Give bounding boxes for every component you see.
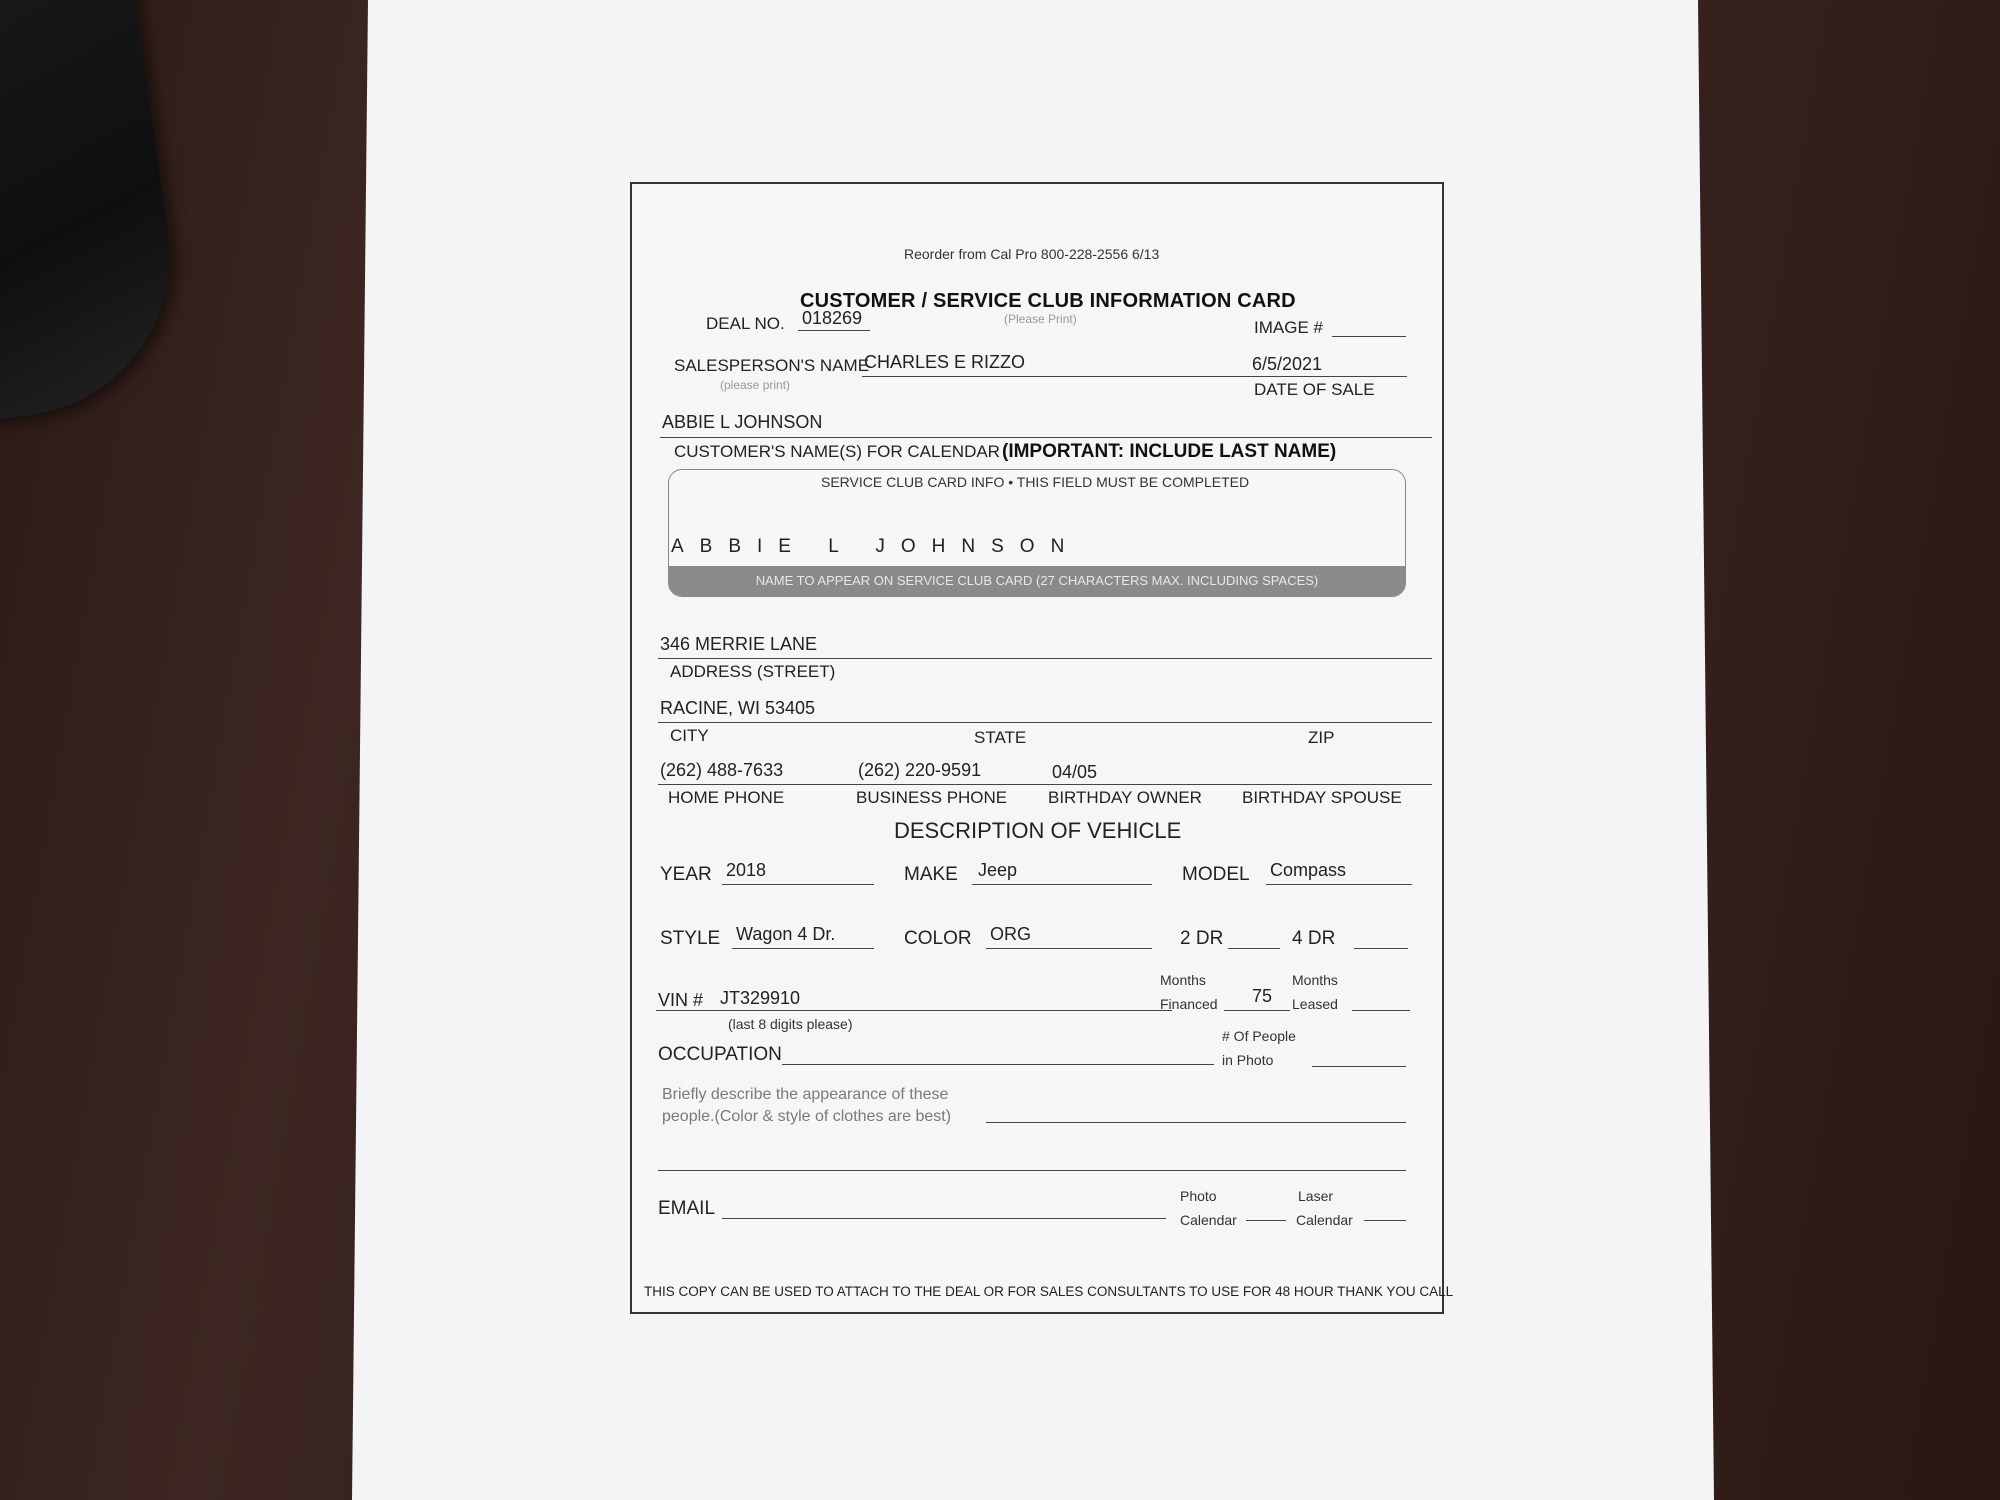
deal-no-label: DEAL NO. <box>706 314 785 333</box>
style-label: STYLE <box>660 928 721 949</box>
important-note: (IMPORTANT: INCLUDE LAST NAME) <box>1002 441 1337 462</box>
club-info-label: SERVICE CLUB CARD INFO • THIS FIELD MUST BE COMPLETED <box>821 474 1250 490</box>
make-label: MAKE <box>904 864 958 885</box>
year-line <box>722 884 874 885</box>
occupation-label: OCCUPATION <box>658 1044 782 1065</box>
describe-line-2[interactable] <box>658 1170 1406 1171</box>
club-name-bar: NAME TO APPEAR ON SERVICE CLUB CARD (27 CHARACTERS MAX. INCLUDING SPACES) <box>669 566 1405 596</box>
model-label: MODEL <box>1182 864 1250 885</box>
photo-calendar-line[interactable] <box>1246 1220 1286 1221</box>
people-in-photo-label-2: in Photo <box>1222 1052 1274 1068</box>
birthday-owner-label: BIRTHDAY OWNER <box>1048 788 1202 807</box>
salesperson-label: SALESPERSON'S NAME <box>674 356 870 375</box>
describe-line-1[interactable] <box>986 1122 1406 1123</box>
email-line[interactable] <box>722 1218 1166 1219</box>
make-line <box>972 884 1152 885</box>
vehicle-section-title: DESCRIPTION OF VEHICLE <box>894 818 1182 843</box>
color-label: COLOR <box>904 928 972 949</box>
image-label: IMAGE # <box>1254 318 1323 337</box>
financed-label: Financed <box>1160 996 1218 1012</box>
date-of-sale-value[interactable]: 6/5/2021 <box>1252 354 1323 374</box>
months-financed-value[interactable]: 75 <box>1252 986 1273 1006</box>
footer-note: THIS COPY CAN BE USED TO ATTACH TO THE DEAL OR FOR SALES CONSULTANTS TO USE FOR 48 HOUR THANK YOU CALL <box>644 1284 1454 1299</box>
customer-name-label: CUSTOMER'S NAME(S) FOR CALENDAR <box>674 442 1000 461</box>
color-value[interactable]: ORG <box>990 924 1032 944</box>
vin-value[interactable]: JT329910 <box>720 988 801 1008</box>
birthday-spouse-label: BIRTHDAY SPOUSE <box>1242 788 1402 807</box>
email-label: EMAIL <box>658 1198 716 1219</box>
people-in-photo-line[interactable] <box>1312 1066 1406 1067</box>
laser-calendar-line[interactable] <box>1364 1220 1406 1221</box>
address-label: ADDRESS (STREET) <box>670 662 836 681</box>
laser-label: Laser <box>1298 1188 1334 1204</box>
image-line[interactable] <box>1332 336 1406 337</box>
address-value[interactable]: 346 MERRIE LANE <box>660 634 818 654</box>
salesperson-value[interactable]: CHARLES E RIZZO <box>864 352 1026 372</box>
deal-no-value[interactable]: 018269 <box>802 308 863 328</box>
reorder-text: Reorder from Cal Pro 800-228-2556 6/13 <box>904 246 1160 262</box>
four-door-label: 4 DR <box>1292 928 1336 949</box>
date-of-sale-label: DATE OF SALE <box>1254 380 1375 399</box>
photo-label: Photo <box>1180 1188 1217 1204</box>
city-line <box>658 722 1432 723</box>
customer-name-line <box>660 437 1432 438</box>
card-title: CUSTOMER / SERVICE CLUB INFORMATION CARD <box>800 290 1296 312</box>
year-value[interactable]: 2018 <box>726 860 767 880</box>
model-value[interactable]: Compass <box>1270 860 1347 880</box>
months-leased-line[interactable] <box>1352 1010 1410 1011</box>
make-value[interactable]: Jeep <box>978 860 1018 880</box>
address-line <box>658 658 1432 659</box>
vin-line <box>656 1010 1172 1011</box>
business-phone-value[interactable]: (262) 220-9591 <box>858 760 982 780</box>
vin-hint: (last 8 digits please) <box>728 1016 853 1032</box>
style-value[interactable]: Wagon 4 Dr. <box>736 924 836 944</box>
model-line <box>1266 884 1412 885</box>
home-phone-label: HOME PHONE <box>668 788 785 807</box>
people-in-photo-label-1: # Of People <box>1222 1028 1296 1044</box>
occupation-line[interactable] <box>782 1064 1214 1065</box>
customer-name-value[interactable]: ABBIE L JOHNSON <box>662 412 823 432</box>
laser-calendar-label: Calendar <box>1296 1212 1353 1228</box>
style-line <box>732 948 874 949</box>
year-label: YEAR <box>660 864 712 885</box>
months-financed-line <box>1224 1010 1290 1011</box>
deal-no-line <box>798 330 870 331</box>
home-phone-value[interactable]: (262) 488-7633 <box>660 760 784 780</box>
birthday-owner-value[interactable]: 04/05 <box>1052 762 1098 782</box>
city-label: CITY <box>670 726 709 745</box>
describe-text-2: people.(Color & style of clothes are best) <box>662 1108 952 1125</box>
four-door-line[interactable] <box>1354 948 1408 949</box>
phone-line <box>658 784 1432 785</box>
months-leased-months-label: Months <box>1292 972 1338 988</box>
club-card-name[interactable]: ABBIE L JOHNSON <box>671 536 1081 557</box>
salesperson-hint: (please print) <box>720 378 791 392</box>
service-club-box <box>668 469 1406 597</box>
describe-text-1: Briefly describe the appearance of these <box>662 1086 949 1103</box>
business-phone-label: BUSINESS PHONE <box>856 788 1008 807</box>
color-line <box>986 948 1152 949</box>
photo-calendar-label: Calendar <box>1180 1212 1237 1228</box>
months-financed-months-label: Months <box>1160 972 1206 988</box>
service-club-card <box>630 182 1454 1314</box>
city-value[interactable]: RACINE, WI 53405 <box>660 698 816 718</box>
two-door-line[interactable] <box>1228 948 1280 949</box>
salesperson-line <box>862 376 1407 377</box>
vin-label: VIN # <box>658 990 704 1010</box>
leased-label: Leased <box>1292 996 1338 1012</box>
state-label: STATE <box>974 728 1027 747</box>
two-door-label: 2 DR <box>1180 928 1224 949</box>
please-print-hint: (Please Print) <box>1004 312 1077 326</box>
zip-label: ZIP <box>1308 728 1335 747</box>
